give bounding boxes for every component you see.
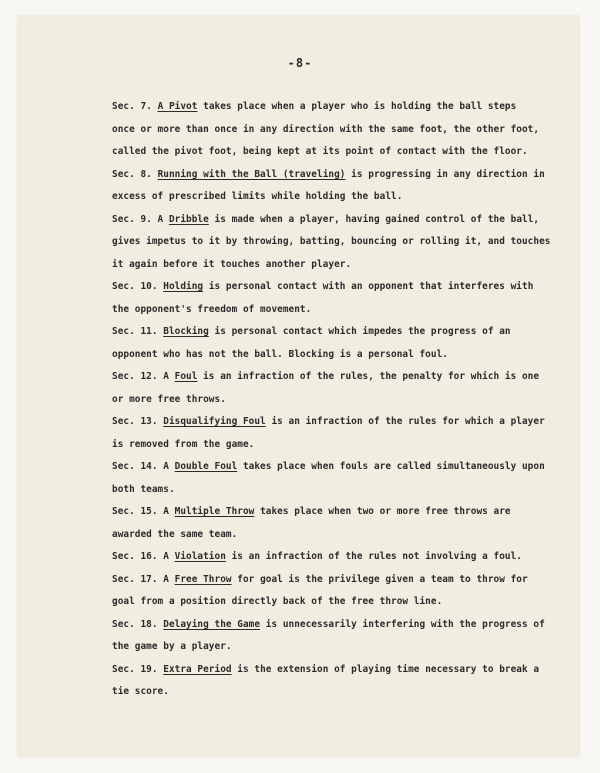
section-label: Sec. 10.	[112, 281, 164, 292]
defined-term: A Pivot	[157, 101, 198, 112]
text-line	[112, 344, 552, 367]
document-body	[112, 96, 552, 704]
defined-term: Blocking	[163, 326, 209, 337]
text-line	[112, 479, 552, 502]
text-line	[112, 389, 552, 412]
text-line	[112, 636, 552, 659]
section-label: Sec. 8.	[112, 168, 158, 180]
text-line	[112, 96, 552, 119]
defined-term: Running with the Ball (traveling)	[157, 168, 346, 180]
section-7	[112, 96, 552, 164]
definition-text: is personal contact which impedes the progress of an	[208, 326, 511, 337]
text-line	[112, 321, 552, 344]
defined-term: Free Throw	[174, 573, 232, 585]
defined-term: Delaying the Game	[163, 618, 261, 630]
text-line	[112, 659, 552, 682]
definition-text: for goal is the privilege given a team to throw for	[231, 573, 528, 585]
defined-term: Foul	[174, 371, 198, 382]
defined-term: Double Foul	[174, 461, 238, 472]
section-label: Sec. 13.	[112, 416, 164, 427]
definition-text: it again before it touches another player.	[112, 258, 352, 270]
text-line	[112, 209, 552, 232]
definition-text: opponent who has not the ball. Blocking is a personal foul.	[112, 348, 448, 360]
definition-text: is made when a player, having gained control of the ball,	[208, 213, 540, 225]
section-19	[112, 659, 552, 704]
definition-text: called the pivot foot, being kept at its point of contact with the floor.	[112, 146, 528, 157]
text-line	[112, 119, 552, 142]
section-11	[112, 321, 552, 366]
definition-text: once or more than once in any direction with the same foot, the other foot,	[112, 123, 540, 135]
section-label: Sec. 17. A	[112, 573, 175, 585]
text-line	[112, 366, 552, 389]
text-line	[112, 141, 552, 164]
text-line	[112, 569, 552, 592]
text-line	[112, 299, 552, 322]
defined-term: Holding	[163, 281, 204, 292]
text-line	[112, 164, 552, 187]
definition-text: goal from a position directly back of the free throw line.	[112, 596, 443, 607]
section-9	[112, 209, 552, 277]
section-18	[112, 614, 552, 659]
section-14	[112, 456, 552, 501]
section-label: Sec. 15. A	[112, 506, 175, 517]
definition-text: takes place when fouls are called simultaneously upon	[237, 461, 545, 472]
section-label: Sec. 9. A	[112, 213, 169, 225]
section-8	[112, 164, 552, 209]
text-line	[112, 231, 552, 254]
text-line	[112, 591, 552, 614]
defined-term: Dribble	[168, 213, 209, 225]
definition-text: is an infraction of the rules, the penalty for which is one	[197, 371, 540, 382]
definition-text: is progressing in any direction in	[345, 168, 545, 180]
text-line	[112, 411, 552, 434]
defined-term: Disqualifying Foul	[163, 416, 266, 427]
definition-text: awarded the same team.	[112, 528, 238, 540]
text-line	[112, 456, 552, 479]
section-label: Sec. 14. A	[112, 461, 175, 472]
definition-text: excess of prescribed limits while holding the ball.	[112, 191, 403, 202]
definition-text: is personal contact with an opponent that interferes with	[203, 281, 534, 292]
page-number: -8-	[287, 56, 313, 70]
definition-text: or more free throws.	[112, 393, 226, 405]
section-label: Sec. 7.	[112, 101, 158, 112]
definition-text: both teams.	[112, 483, 175, 495]
section-label: Sec. 18.	[112, 618, 164, 630]
text-line	[112, 276, 552, 299]
definition-text: is unnecessarily interfering with the progress of	[260, 618, 545, 630]
section-16	[112, 546, 552, 569]
section-label: Sec. 12. A	[112, 371, 175, 382]
section-15	[112, 501, 552, 546]
definition-text: is an infraction of the rules not involving a foul.	[225, 551, 522, 562]
definition-text: takes place when two or more free throws are	[254, 506, 511, 517]
text-line	[112, 434, 552, 457]
text-line	[112, 501, 552, 524]
section-10	[112, 276, 552, 321]
text-line	[112, 546, 552, 569]
section-label: Sec. 11.	[112, 326, 164, 337]
definition-text: gives impetus to it by throwing, batting, bouncing or rolling it, and touches	[112, 236, 551, 247]
definition-text: is an infraction of the rules for which a player	[265, 416, 545, 427]
section-label: Sec. 19.	[112, 663, 164, 675]
section-label: Sec. 16. A	[112, 551, 175, 562]
definition-text: the opponent's freedom of movement.	[112, 303, 312, 315]
text-line	[112, 186, 552, 209]
definition-text: is the extension of playing time necessary to break a	[231, 663, 540, 675]
definition-text: the game by a player.	[112, 641, 232, 652]
defined-term: Extra Period	[163, 663, 232, 675]
section-12	[112, 366, 552, 411]
definition-text: tie score.	[112, 686, 169, 697]
section-13	[112, 411, 552, 456]
defined-term: Multiple Throw	[174, 506, 255, 517]
text-line	[112, 524, 552, 547]
section-17	[112, 569, 552, 614]
text-line	[112, 681, 552, 704]
defined-term: Violation	[174, 551, 226, 562]
definition-text: takes place when a player who is holding the ball steps	[197, 101, 517, 112]
text-line	[112, 614, 552, 637]
definition-text: is removed from the game.	[112, 438, 255, 450]
text-line	[112, 254, 552, 277]
